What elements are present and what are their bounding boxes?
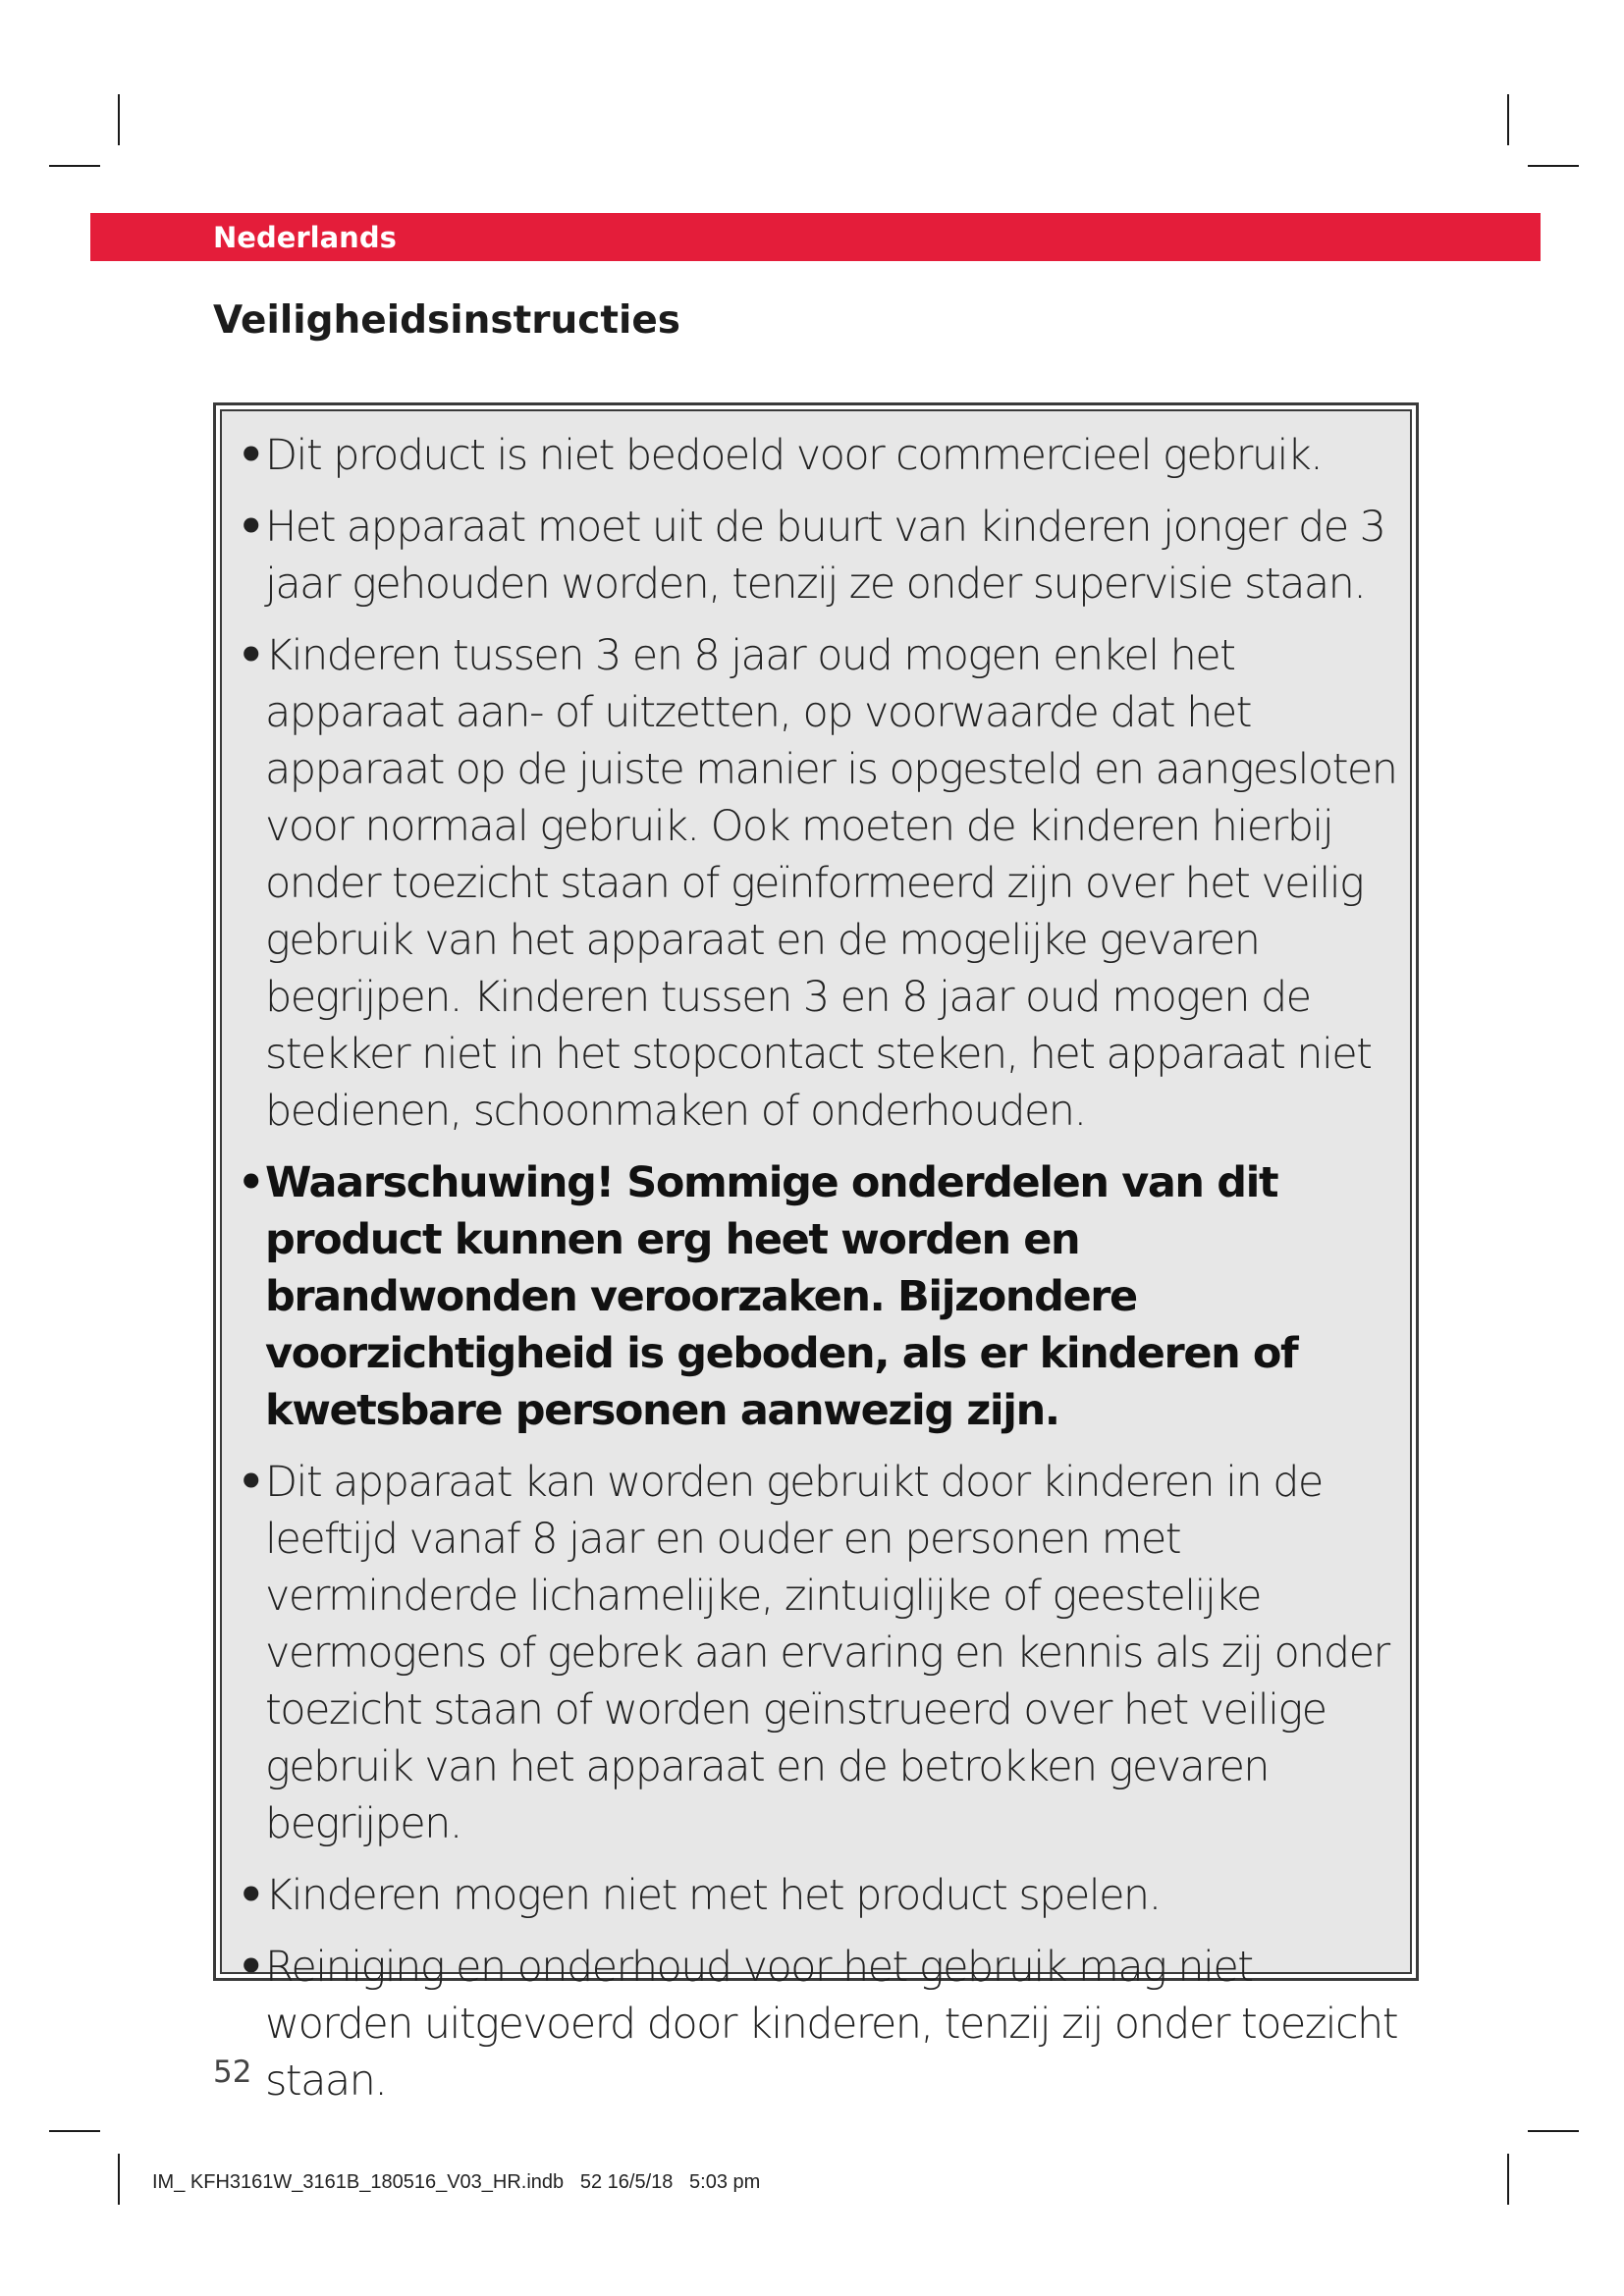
crop-mark-top-right-h xyxy=(1528,165,1579,167)
list-item xyxy=(236,1867,1404,1924)
bullet-icon: • xyxy=(238,503,263,552)
language-label: Nederlands xyxy=(213,221,397,254)
list-item xyxy=(236,427,1404,484)
bullet-icon: • xyxy=(238,631,263,680)
list-item xyxy=(236,1454,1404,1852)
print-slug: IM_ KFH3161W_3161B_180516_V03_HR.indb 52 16/5/18 5:03 pm xyxy=(152,2171,761,2193)
crop-mark-bottom-right-v xyxy=(1507,2154,1509,2205)
crop-mark-bottom-right-h xyxy=(1528,2130,1579,2132)
list-item-text: Waarschuwing! Sommige onderdelen van dit product kunnen erg heet worden en brandwonden veroorzaken. Bijzondere voorzichtigheid is geboden, als er kinderen of kwetsbare personen aanwezig zijn. xyxy=(265,1158,1298,1435)
list-item xyxy=(236,627,1404,1140)
crop-mark-bottom-left-h xyxy=(49,2130,100,2132)
section-title: Veiligheidsinstructies xyxy=(213,298,681,343)
crop-mark-top-left-v xyxy=(118,94,120,145)
bullet-icon: • xyxy=(238,431,263,480)
safety-list xyxy=(236,427,1404,2109)
bullet-icon: • xyxy=(238,1871,263,1920)
crop-mark-top-right-v xyxy=(1507,94,1509,145)
bullet-icon: • xyxy=(238,1458,263,1507)
crop-mark-top-left-h xyxy=(49,165,100,167)
bullet-icon: • xyxy=(238,1943,263,1992)
list-item-text: Dit apparaat kan worden gebruikt door kinderen in de leeftijd vanaf 8 jaar en ouder en personen met verminderde lichamelijke, zintuiglijke of geestelijke vermogens of gebrek aan ervaring en kennis als zij onder toezicht staan of worden geïnstrueerd over het veilige gebruik van het apparaat en de betrokken gevaren begrijpen. xyxy=(265,1458,1389,1848)
crop-mark-bottom-left-v xyxy=(118,2154,120,2205)
list-item-text: Kinderen mogen niet met het product spelen. xyxy=(265,1871,1161,1920)
list-item-text: Kinderen tussen 3 en 8 jaar oud mogen enkel het apparaat aan- of uitzetten, op voorwaarde dat het apparaat op de juiste manier is opgesteld en aangesloten voor normaal gebruik. Ook moeten de kinderen hierbij onder toezicht staan of geïnformeerd zijn over het veilig gebruik van het apparaat en de mogelijke gevaren begrijpen. Kinderen tussen 3 en 8 jaar oud mogen de stekker niet in het stopcontact steken, het apparaat niet bedienen, schoonmaken of onderhouden. xyxy=(265,631,1397,1136)
list-item-text: Dit product is niet bedoeld voor commercieel gebruik. xyxy=(265,431,1323,480)
list-item-text: Het apparaat moet uit de buurt van kinderen jonger de 3 jaar gehouden worden, tenzij ze onder supervisie staan. xyxy=(265,503,1385,609)
list-item xyxy=(236,1939,1404,2109)
page-number: 52 xyxy=(213,2055,252,2090)
bullet-icon: • xyxy=(238,1158,264,1207)
warning-list-item xyxy=(236,1154,1404,1439)
list-item xyxy=(236,499,1404,613)
language-bar xyxy=(90,213,1541,261)
list-item-text: Reiniging en onderhoud voor het gebruik mag niet worden uitgevoerd door kinderen, tenzij zij onder toezicht staan. xyxy=(265,1943,1397,2106)
